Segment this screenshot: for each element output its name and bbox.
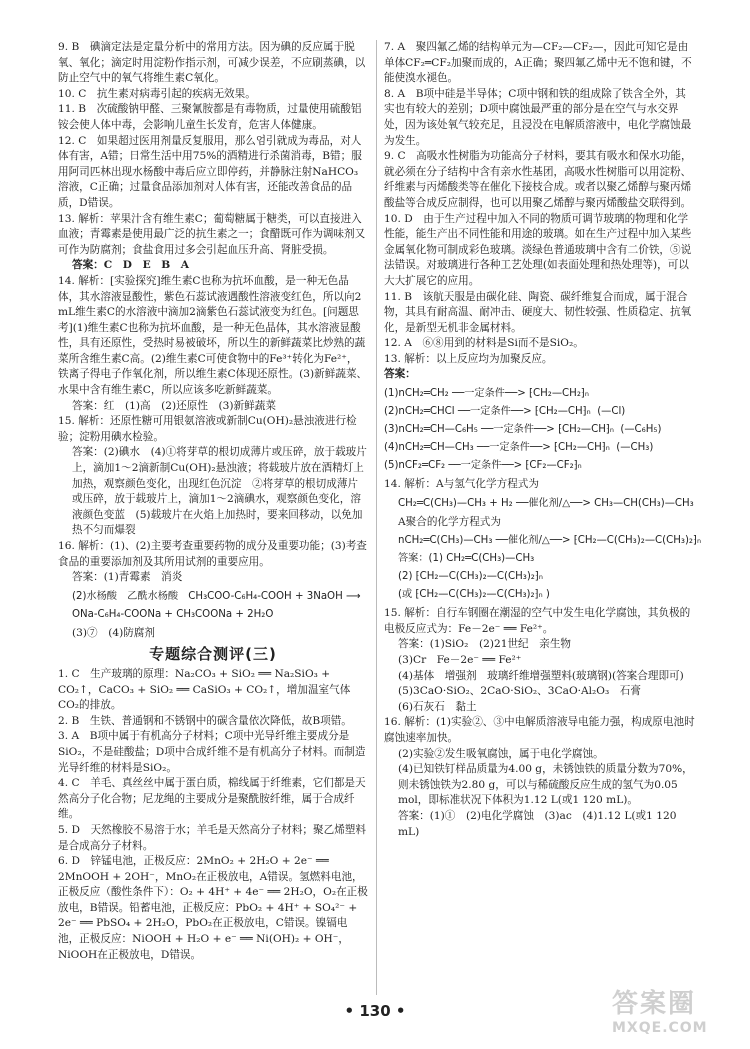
polymerization-equation: nCH₂═C(CH₃)—CH₃ ──催化剂/△──> ⁅CH₂—C(CH₃)₂—C(CH₃)₂⁆ₙ — [398, 535, 702, 547]
answer-9: 9. B 碘滴定法是定量分析中的常用方法。因为碘的反应属于脱氧、氧化；滴定时用淀粉作指示剂，可减少误差，不应刷蒸碘，以防止空气中的氧气将维生素C氧化。 — [58, 41, 366, 85]
test-answer-16-analysis-4: (4)已知铁钉样品质量为4.00 g，未锈蚀铁的质量分数为70%，则未锈蚀铁为2.80 g，可以与稀硫酸反应生成的氢气为0.05 mol，即标准状况下体积为1.12 L(或1 120 mL)。 — [398, 763, 693, 807]
hydrogenation-equation: CH₂═C(CH₃)—CH₃ + H₂ ──催化剂/△──> CH₃—CH(CH₃)—CH₃ — [398, 497, 694, 509]
answer-13-analysis: 13. 解析：苹果汁含有维生素C；葡萄糖属于糖类，可以直接进入血液；青霉素是使用最广泛的抗生素之一；食醋既可作为调味剂又可作为防腐剂；食盐食用过多会引起血压升高、肾脏受损。 — [58, 212, 366, 256]
test-answer-4: 4. C 羊毛、真丝丝中属于蛋白质，棉线属于纤维素，它们都是天然高分子化合物；尼龙绳的主要成分是聚酰胺纤维，属于合成纤维。 — [58, 777, 366, 821]
polymer-equation-5: (5)nCF₂═CF₂ ──一定条件──> ⁅CF₂—CF₂⁆ₙ — [384, 460, 582, 472]
test-answer-11: 11. B 该航天服是由碳化硅、陶瓷、碳纤维复合而成，属于混合物，其具有耐高温、耐冲击、硬度大、韧性较强、性质稳定、抗氧化，是新型无机非金属材料。 — [384, 290, 692, 334]
answer-15-analysis: 15. 解析：还原性糖可用银氨溶液或新制Cu(OH)₂悬浊液进行检验；淀粉用碘水检验。 — [58, 415, 357, 443]
answer-14-key: 答案：红 (1)高 (2)还原性 (3)新鲜蔬菜 — [72, 399, 276, 412]
page-number: • 130 • — [344, 1002, 406, 1020]
test-answer-6: 6. D 锌锰电池，正极反应：2MnO₂ + 2H₂O + 2e⁻ ══ 2MnOOH + 2OH⁻，MnO₂在正极放电，A错误。氢燃料电池，正极反应（酸性条件下）：O₂ + 4H⁺ + 4e⁻ ══ 2H₂O，O₂在正极放电，B错误。铅蓄电池，正极反应：PbO₂ + 4H⁺ + SO₄²⁻ + 2e⁻ ══ PbSO₄ + 2H₂O，PbO₂在正极放电，C错误。镍镉电池，正极反应：NiOOH + H₂O + e⁻ ══ Ni(OH)₂ + OH⁻，NiOOH在正极放电，D错误。 — [58, 855, 368, 961]
watermark — [612, 988, 742, 1046]
polymer-equation-3: (3)nCH₂═CH—C₆H₅ ──一定条件──> ⁅CH₂—CH⁆ₙ (—C₆H₅) — [384, 424, 662, 436]
column-divider — [376, 40, 377, 995]
left-column — [58, 40, 368, 963]
section-title: 专题综合测评(三) — [149, 645, 277, 664]
test-answer-15-key-1: 答案：(1)SiO₂ (2)21世纪 亲生物 — [398, 638, 572, 651]
equation-aspirin: (2)水杨酸 乙酰水杨酸 CH₃COO-C₆H₄-COOH + 3NaOH ⟶ — [72, 590, 361, 602]
test-answer-14-key-2: (2) ⁅CH₂—C(CH₃)₂—C(CH₃)₂⁆ₙ — [398, 571, 543, 583]
test-answer-15-key-4: (5)3CaO·SiO₂、2CaO·SiO₂、3CaO·Al₂O₃ 石膏 — [398, 685, 641, 698]
test-answer-15-key-3: (4)基体 增强剂 玻璃纤维增强塑料(玻璃钢)(答案合理即可) — [398, 669, 684, 682]
test-answer-16-analysis-2: (2)实验②发生吸氧腐蚀，属于电化学腐蚀。 — [398, 747, 604, 760]
polymerization-intro: A聚合的化学方程式为 — [398, 515, 501, 528]
watermark-logo-text: 答案圈 — [612, 989, 697, 1019]
test-answer-14-analysis: 14. 解析：A与氢气化学方程式为 — [384, 478, 539, 491]
answer-10: 10. C 抗生素对病毒引起的疾病无效果。 — [58, 87, 256, 100]
test-answer-15-key-5: (6)石灰石 黏土 — [398, 700, 477, 713]
test-answer-9: 9. C 高吸水性树脂为功能高分子材料，要其有吸水和保水功能，就必须在分子结构中含有亲水性基团，高吸水性树脂可以用淀粉、纤维素与丙烯酸类等在催化下接枝合成。或者以聚乙烯醇与聚丙烯酸盐等合成反应制得，也可以用聚乙烯醇与聚丙烯酸盐交联得到。 — [384, 150, 692, 209]
test-answer-14-key-alt: (或 ⁅CH₂—C(CH₃)₂—C(CH₃)₂⁆ₙ ) — [398, 589, 550, 601]
polymer-equation-2: (2)nCH₂═CHCl ──一定条件──> ⁅CH₂—CH⁆ₙ (—Cl) — [384, 406, 626, 418]
test-answer-1: 1. C 生产玻璃的原理：Na₂CO₃ + SiO₂ ══ Na₂SiO₃ + CO₂↑，CaCO₃ + SiO₂ ══ CaSiO₃ + CO₂↑，增加温室气体CO₂的排放。 — [58, 667, 351, 712]
answer-16-key: 答案：(1)青霉素 消炎 — [72, 571, 183, 584]
test-answer-13-analysis: 13. 解析：以上反应均为加聚反应。 — [384, 352, 553, 365]
test-answer-10: 10. D 由于生产过程中加入不同的物质可调节玻璃的物理和化学性能，能生产出不同性能和用途的玻璃。如在生产过程中加入某些金属氧化物可制成彩色玻璃。淡绿色普通玻璃中含有二价铁，⑤说法错误。对玻璃进行各种工艺处理(如表面处理和热处理等)，可以大大扩展它的应用。 — [384, 212, 692, 287]
test-answer-13-label: 答案： — [384, 368, 416, 381]
test-answer-3: 3. A B项中属于有机高分子材料；C项中光导纤维主要成分是SiO₂，不是硅酸盐；D项中合成纤维不是有机高分子材料。而制造光导纤维的材料是SiO₂。 — [58, 730, 366, 774]
right-column — [384, 40, 702, 840]
test-answer-14-key-1: 答案：(1) CH₂═C(CH₃)—CH₃ — [398, 553, 535, 565]
answer-16-key-end: (3)⑦ (4)防腐剂 — [72, 626, 155, 639]
test-answer-5: 5. D 天然橡胶不易溶于水；羊毛是天然高分子材料；聚乙烯塑料是合成高分子材料。 — [58, 823, 366, 852]
polymer-equation-1: (1)nCH₂═CH₂ ──一定条件──> ⁅CH₂—CH₂⁆ₙ — [384, 388, 589, 400]
test-answer-2: 2. B 生铁、普通钢和不锈钢中的碳含量依次降低，故B项错。 — [58, 714, 352, 727]
test-answer-7: 7. A 聚四氟乙烯的结构单元为—CF₂—CF₂—，因此可知它是由单体CF₂═CF₂加聚而成的，A正确；聚四氟乙烯中无不饱和键，不能使溴水褪色。 — [384, 41, 692, 85]
polymer-equation-4: (4)nCH₂═CH—CH₃ ──一定条件──> ⁅CH₂—CH⁆ₙ (—CH₃) — [384, 442, 654, 454]
answer-13-key: 答案：C D E B A — [72, 259, 190, 272]
test-answer-12: 12. A ⑥⑧用到的材料是Si而不是SiO₂。 — [384, 337, 584, 350]
equation-aspirin-products: ONa-C₆H₄-COONa + CH₃COONa + 2H₂O — [72, 608, 274, 620]
test-answer-15-analysis: 15. 解析：自行车钢圈在潮湿的空气中发生电化学腐蚀，其负极的电极反应式为：Fe－2e⁻ ══ Fe²⁺。 — [384, 607, 691, 635]
test-answer-8: 8. A B项中硅是半导体；C项中钢和铁的组成除了铁含全外，其实也有较大的差别；D项中腐蚀最严重的部分是在空气与水交界处，因为该处氧气较充足，且浸没在电解质溶液中，电化学腐蚀最为发生。 — [384, 87, 692, 147]
answer-12: 12. C 如果超过医用剂量反复服用，那么엄引就成为毒品，对人体有害，A错；日常生活中用75%的酒精进行杀菌消毒，B错；服用阿司匹林出现水杨酸中毒后应立即停药，并静脉注射NaHCO₃溶液，C正确；过量食品添加剂对人体有害，还能改善食品的品质，D错误。 — [58, 134, 362, 209]
answer-14-analysis: 14. 解析：[实验探究]维生素C也称为抗坏血酸，是一种无色晶体，其水溶液显酸性，紫色石蕊试液遇酸性溶液变红色，所以向2 mL维生素C的水溶液中滴加2滴紫色石蕊试液变为红色。[问题思考](1)维生素C也称为抗坏血酸，是一种无色晶体，其水溶液显酸性，具有还原性，受热时易被破坏，所以生的新鲜蔬菜比炒熟的蔬菜所含维生素C高。(2)维生素C可使食物中的Fe³⁺转化为Fe²⁺，铁离子得电子作氧化剂，所以维生素C体现还原性。(3)新鲜蔬菜、水果中含有维生素C，所以应该多吃新鲜蔬菜。 — [58, 274, 368, 397]
test-answer-16-analysis: 16. 解析：(1)实验②、③中电解质溶液导电能力强，构成原电池时腐蚀速率加快。 — [384, 716, 695, 744]
test-answer-15-key-2: (3)Cr Fe－2e⁻ ══ Fe²⁺ — [398, 654, 522, 667]
test-answer-16-key: 答案：(1)① (2)电化学腐蚀 (3)ac (4)1.12 L(或1 120 mL) — [398, 809, 680, 838]
answer-16-analysis: 16. 解析：(1)、(2)主要考查重要药物的成分及重要功能；(3)考查食品的重要添加剂及其所用试剂的重要应用。 — [58, 540, 367, 568]
answer-15-key: 答案：(2)碘水 (4)①将芽草的根切成薄片或压碎，放于载玻片上，滴加1～2滴新制Cu(OH)₂悬浊液；将载玻片放在酒精灯上加热，观察颜色变化，出现红色沉淀 ②将芽草的根切成薄片或压碎，放于载玻片上，滴加1～2滴碘水，观察颜色变化，溶液颜色变蓝 (5)载玻片在火焰上加热时，要来回移动，以免加热不匀而爆裂 — [72, 446, 367, 537]
watermark-url: MXQE.COM — [612, 1020, 708, 1036]
answer-11: 11. B 次硫酸钠甲醛、三聚氰胺都是有毒物质，过量使用硫酸铝铵会使人体中毒，会影响儿童生长发育，危害人体健康。 — [58, 103, 362, 131]
